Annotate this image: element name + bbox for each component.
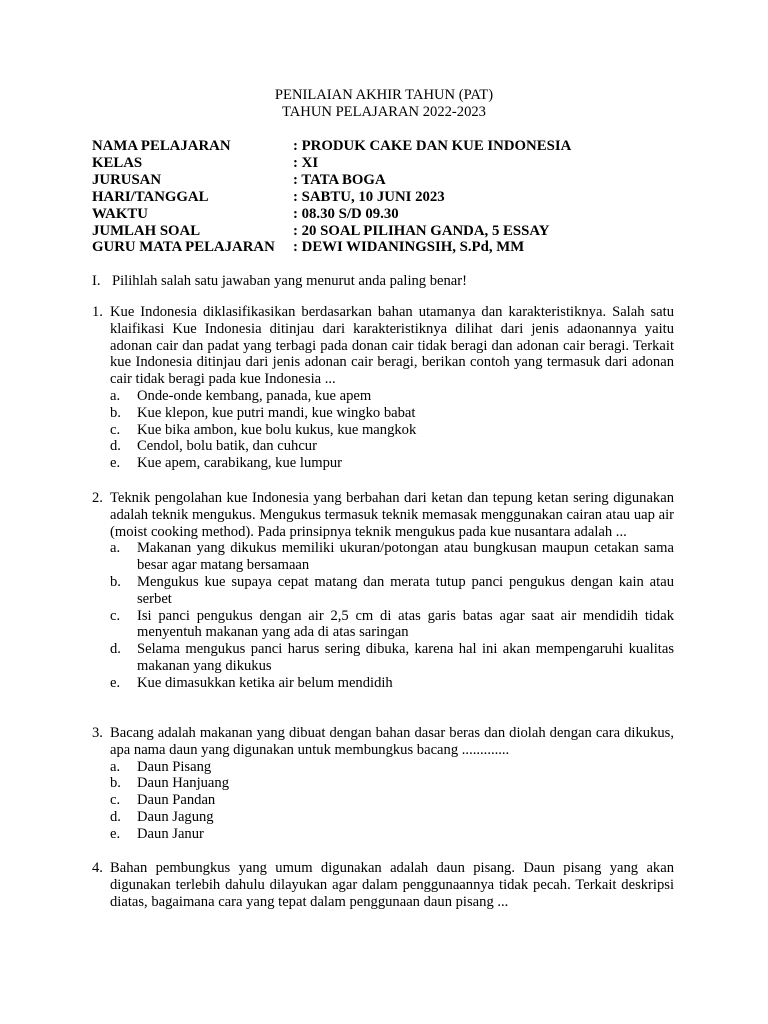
option-text: Kue dimasukkan ketika air belum mendidih <box>137 674 393 691</box>
option <box>110 455 674 472</box>
info-value: : 20 SOAL PILIHAN GANDA, 5 ESSAY <box>293 222 550 239</box>
option-text: Daun Janur <box>137 825 204 842</box>
option <box>110 422 674 439</box>
option <box>110 388 674 405</box>
info-key: WAKTU <box>92 205 148 222</box>
option-text: Daun Pandan <box>137 792 216 809</box>
option-letter: e. <box>110 825 121 842</box>
instruction-text: Pilihlah salah satu jawaban yang menurut anda paling benar! <box>112 273 468 289</box>
question-4 <box>92 860 674 910</box>
header-year: TAHUN PELAJARAN 2022-2023 <box>282 104 486 120</box>
option <box>110 608 674 642</box>
option-text: Isi panci pengukus dengan air 2,5 cm di atas garis batas agar saat air mendidih tidak menyentuh makanan yang ada di atas saringan <box>137 607 674 641</box>
option-text: Daun Hanjuang <box>137 775 229 792</box>
option-letter: c. <box>110 607 121 624</box>
option-text: Mengukus kue supaya cepat matang dan merata tutup panci pengukus dengan kain atau serbet <box>137 573 674 607</box>
option-text: Onde-onde kembang, panada, kue apem <box>137 387 372 404</box>
option <box>110 574 674 608</box>
question-text: Bacang adalah makanan yang dibuat dengan bahan dasar beras dan diolah dengan cara dikukus, apa nama daun yang digunakan untuk membungkus bacang ............. <box>110 725 674 758</box>
option-text: Makanan yang dikukus memiliki ukuran/potongan atau bungkusan maupun cetakan sama besar agar matang bersamaan <box>137 540 674 574</box>
instruction-number: I. <box>92 273 101 289</box>
question-text: Bahan pembungkus yang umum digunakan adalah daun pisang. Daun pisang yang akan digunakan terlebih dahulu dilayukan agar dalam penggunaannya tidak pecah. Terkait deskripsi diatas, bagaimana cara yang tepat dalam penggunaan daun pisang ... <box>110 860 674 910</box>
question-2 <box>92 490 674 692</box>
info-key: JUMLAH SOAL <box>92 222 201 239</box>
option <box>110 809 674 826</box>
option <box>110 405 674 422</box>
option-letter: d. <box>110 641 121 658</box>
info-value: : DEWI WIDANINGSIH, S.Pd, MM <box>293 239 525 256</box>
option-letter: a. <box>110 387 121 404</box>
info-row <box>92 206 571 223</box>
option-letter: e. <box>110 455 121 472</box>
option-text: Kue klepon, kue putri mandi, kue wingko babat <box>137 404 416 421</box>
option-letter: d. <box>110 438 121 455</box>
option-letter: c. <box>110 792 121 809</box>
info-row <box>92 155 571 172</box>
question-number: 2. <box>92 490 103 506</box>
option-letter: b. <box>110 573 121 590</box>
info-value: : 08.30 S/D 09.30 <box>293 205 399 222</box>
option-text: Daun Pisang <box>137 758 212 775</box>
question-3 <box>92 725 674 843</box>
info-key: HARI/TANGGAL <box>92 188 209 205</box>
option <box>110 775 674 792</box>
option-letter: c. <box>110 421 121 438</box>
info-value: : TATA BOGA <box>293 171 386 188</box>
option <box>110 826 674 843</box>
option <box>110 675 674 692</box>
info-key: NAMA PELAJARAN <box>92 138 231 154</box>
info-value: : SABTU, 10 JUNI 2023 <box>293 188 445 205</box>
info-row <box>92 189 571 206</box>
question-number: 3. <box>92 725 103 741</box>
question-number: 4. <box>92 860 103 876</box>
option <box>110 641 674 675</box>
document-header <box>0 87 768 121</box>
option-letter: b. <box>110 775 121 792</box>
exam-info <box>92 138 571 256</box>
info-row <box>92 239 571 256</box>
option <box>110 540 674 574</box>
option-text: Cendol, bolu batik, dan cuhcur <box>137 438 317 455</box>
option <box>110 438 674 455</box>
question-1 <box>92 304 674 472</box>
option <box>110 792 674 809</box>
option-text: Kue bika ambon, kue bolu kukus, kue mangkok <box>137 421 417 438</box>
info-key: GURU MATA PELAJARAN <box>92 239 275 256</box>
info-row <box>92 138 571 155</box>
option-letter: e. <box>110 674 121 691</box>
header-title: PENILAIAN AKHIR TAHUN (PAT) <box>274 87 494 103</box>
option-letter: b. <box>110 404 121 421</box>
info-row <box>92 172 571 189</box>
question-text: Teknik pengolahan kue Indonesia yang berbahan dari ketan dan tepung ketan sering digunakan adalah teknik mengukus. Mengukus termasuk teknik memasak menggunakan cairan atau uap air (moist cooking method). Pada prinsipnya teknik mengukus pada kue nusantara adalah ... <box>110 490 674 540</box>
instruction <box>92 273 467 290</box>
option-text: Daun Jagung <box>137 808 214 825</box>
question-text: Kue Indonesia diklasifikasikan berdasarkan bahan utamanya dan karakteristiknya. Salah satu klaifikasi Kue Indonesia ditinjau dari karakteristiknya dilihat dari jenis adaonannya yaitu adonan cair dan padat yang terbagi pada donan cair tidak beragi dan adonan cair beragi. Terkait kue Indonesia ditinjau dari jenis adonan cair beragi, berikan contoh yang termasuk dari adonan cair tidak beragi pada kue Indonesia ... <box>110 304 674 388</box>
option-letter: d. <box>110 808 121 825</box>
question-number: 1. <box>92 304 103 320</box>
option-text: Selama mengukus panci harus sering dibuka, karena hal ini akan mempengaruhi kualitas makanan yang dikukus <box>137 641 674 674</box>
info-key: KELAS <box>92 154 143 171</box>
info-value: : PRODUK CAKE DAN KUE INDONESIA <box>293 138 572 154</box>
option <box>110 759 674 776</box>
info-value: : XI <box>293 154 319 171</box>
option-letter: a. <box>110 540 121 557</box>
info-key: JURUSAN <box>92 171 162 188</box>
option-letter: a. <box>110 758 121 775</box>
option-text: Kue apem, carabikang, kue lumpur <box>137 455 343 472</box>
info-row <box>92 223 571 240</box>
